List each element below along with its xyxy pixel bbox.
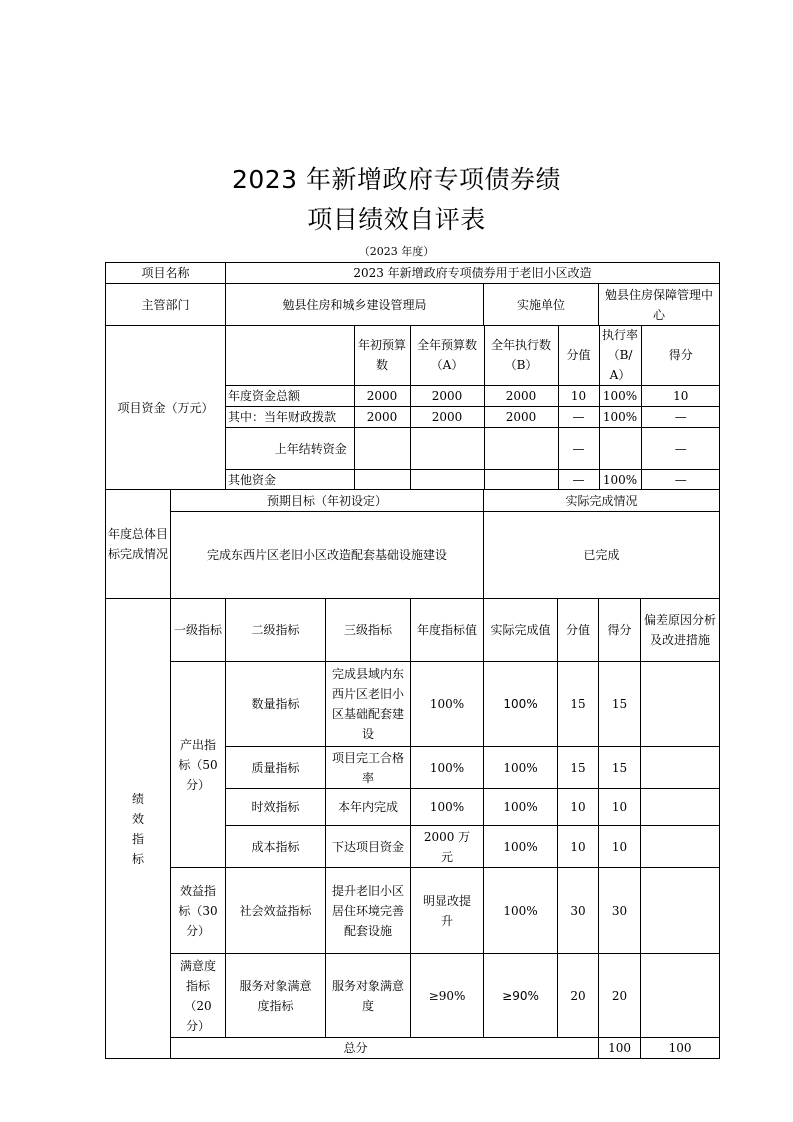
doc-year: （2023 年度） bbox=[358, 245, 435, 258]
funds-header-exec: 全年执行数（B） bbox=[484, 325, 558, 386]
funds-row-score: — bbox=[641, 428, 720, 470]
perf-row-level2: 社会效益指标 bbox=[226, 868, 326, 954]
perf-row-level3: 提升老旧小区居住环境完善配套设施 bbox=[326, 868, 411, 954]
funds-row-initial bbox=[354, 428, 410, 470]
funds-row-rate: 100% bbox=[599, 386, 641, 407]
funds-header-blank bbox=[226, 325, 354, 386]
funds-header-value: 分值 bbox=[558, 325, 599, 386]
perf-row-target: 100% bbox=[411, 747, 484, 789]
funds-row-exec: 2000 bbox=[484, 407, 558, 428]
perf-row-score: 15 bbox=[599, 662, 641, 747]
perf-label: 绩效指标 bbox=[106, 599, 171, 1059]
project-name-label: 项目名称 bbox=[106, 263, 226, 284]
perf-row-actual: 100% bbox=[484, 747, 558, 789]
funds-row-score: — bbox=[641, 470, 720, 491]
perf-row-level2: 质量指标 bbox=[226, 747, 326, 789]
perf-row-level2: 时效指标 bbox=[226, 789, 326, 826]
perf-row-score: 10 bbox=[599, 789, 641, 826]
perf-header-level3: 三级指标 bbox=[326, 599, 411, 662]
perf-row-target: 2000 万元 bbox=[411, 826, 484, 868]
perf-row-level3: 下达项目资金 bbox=[326, 826, 411, 868]
doc-title-line2: 项目绩效自评表 bbox=[307, 205, 486, 234]
funds-row-exec bbox=[484, 428, 558, 470]
output-label: 产出指标（50分） bbox=[171, 662, 226, 868]
dept-label: 主管部门 bbox=[106, 284, 226, 326]
perf-row-reason bbox=[641, 954, 720, 1038]
perf-header-target: 年度指标值 bbox=[411, 599, 484, 662]
perf-row-value: 15 bbox=[558, 747, 599, 789]
funds-row-exec: 2000 bbox=[484, 386, 558, 407]
perf-row-target: 100% bbox=[411, 789, 484, 826]
funds-row-initial bbox=[354, 470, 410, 491]
perf-row-actual: 100% bbox=[484, 662, 558, 747]
impl: 勉县住房保障管理中心 bbox=[599, 284, 720, 326]
goal-expected: 完成东西片区老旧小区改造配套基础设施建设 bbox=[171, 512, 484, 599]
perf-row-level2: 服务对象满意度指标 bbox=[226, 954, 326, 1038]
funds-row-label: 上年结转资金 bbox=[226, 428, 354, 470]
perf-row-reason bbox=[641, 826, 720, 868]
perf-header-score: 得分 bbox=[599, 599, 641, 662]
perf-row-value: 30 bbox=[558, 868, 599, 954]
perf-header-actual: 实际完成值 bbox=[484, 599, 558, 662]
perf-row-score: 10 bbox=[599, 826, 641, 868]
perf-row-actual: 100% bbox=[484, 789, 558, 826]
goal-label: 年度总体目标完成情况 bbox=[106, 490, 171, 599]
funds-row-annual: 2000 bbox=[410, 407, 484, 428]
perf-row-target: ≥90% bbox=[411, 954, 484, 1038]
funds-header-score: 得分 bbox=[641, 325, 720, 386]
funds-row-rate bbox=[599, 428, 641, 470]
funds-row-rate: 100% bbox=[599, 407, 641, 428]
perf-header-level2: 二级指标 bbox=[226, 599, 326, 662]
funds-subtable bbox=[226, 325, 720, 490]
benefit-label: 效益指标（30分） bbox=[171, 868, 226, 954]
goal-actual: 已完成 bbox=[484, 512, 720, 599]
perf-row-target: 明显改提升 bbox=[411, 868, 484, 954]
perf-row-level3: 完成县域内东西片区老旧小区基础配套建设 bbox=[326, 662, 411, 747]
perf-row-score: 20 bbox=[599, 954, 641, 1038]
perf-row-level2: 数量指标 bbox=[226, 662, 326, 747]
funds-row-value: 10 bbox=[558, 386, 599, 407]
funds-row-score: 10 bbox=[641, 386, 720, 407]
funds-row-value: — bbox=[558, 428, 599, 470]
funds-row-initial: 2000 bbox=[354, 386, 410, 407]
funds-row-score: — bbox=[641, 407, 720, 428]
perf-row-score: 30 bbox=[599, 868, 641, 954]
doc-title-line1: 2023 年新增政府专项债券绩 bbox=[231, 165, 562, 194]
perf-row-level3: 服务对象满意度 bbox=[326, 954, 411, 1038]
total-score: 100 bbox=[641, 1038, 720, 1059]
total-label: 总分 bbox=[171, 1038, 599, 1059]
funds-header-rate: 执行率（B/A） bbox=[599, 325, 641, 386]
funds-row-annual bbox=[410, 470, 484, 491]
funds-row-label: 其中：当年财政拨款 bbox=[226, 407, 354, 428]
perf-header-value: 分值 bbox=[558, 599, 599, 662]
perf-row-value: 20 bbox=[558, 954, 599, 1038]
funds-row-initial: 2000 bbox=[354, 407, 410, 428]
funds-row-label: 其他资金 bbox=[226, 470, 354, 491]
funds-row-annual: 2000 bbox=[410, 386, 484, 407]
funds-row-label: 年度资金总额 bbox=[226, 386, 354, 407]
funds-row-value: — bbox=[558, 407, 599, 428]
perf-row-value: 10 bbox=[558, 789, 599, 826]
dept: 勉县住房和城乡建设管理局 bbox=[226, 284, 484, 326]
perf-row-reason bbox=[641, 747, 720, 789]
perf-row-value: 10 bbox=[558, 826, 599, 868]
perf-row-actual: 100% bbox=[484, 826, 558, 868]
perf-row-actual: ≥90% bbox=[484, 954, 558, 1038]
perf-row-reason bbox=[641, 789, 720, 826]
impl-label: 实施单位 bbox=[484, 284, 599, 326]
funds-row-annual bbox=[410, 428, 484, 470]
goal-expected-label: 预期目标（年初设定） bbox=[171, 490, 484, 512]
funds-header-annual: 全年预算数（A） bbox=[410, 325, 484, 386]
perf-row-target: 100% bbox=[411, 662, 484, 747]
funds-row-value: — bbox=[558, 470, 599, 491]
funds-row-exec bbox=[484, 470, 558, 491]
satisfaction-label: 满意度指标（20分） bbox=[171, 954, 226, 1038]
perf-row-value: 15 bbox=[558, 662, 599, 747]
perf-row-reason bbox=[641, 868, 720, 954]
project-name: 2023 年新增政府专项债券用于老旧小区改造 bbox=[226, 263, 720, 284]
perf-row-level3: 项目完工合格率 bbox=[326, 747, 411, 789]
perf-row-level3: 本年内完成 bbox=[326, 789, 411, 826]
goal-actual-label: 实际完成情况 bbox=[484, 490, 720, 512]
perf-row-reason bbox=[641, 662, 720, 747]
perf-row-score: 15 bbox=[599, 747, 641, 789]
funds-row-rate: 100% bbox=[599, 470, 641, 491]
total-value: 100 bbox=[599, 1038, 641, 1059]
funds-label: 项目资金（万元） bbox=[106, 326, 226, 490]
perf-header-reason: 偏差原因分析及改进措施 bbox=[641, 599, 720, 662]
funds-grid-cell bbox=[226, 326, 720, 490]
funds-header-initial: 年初预算数 bbox=[354, 325, 410, 386]
perf-row-actual: 100% bbox=[484, 868, 558, 954]
self-evaluation-table bbox=[105, 262, 720, 1059]
perf-header-level1: 一级指标 bbox=[171, 599, 226, 662]
perf-row-level2: 成本指标 bbox=[226, 826, 326, 868]
